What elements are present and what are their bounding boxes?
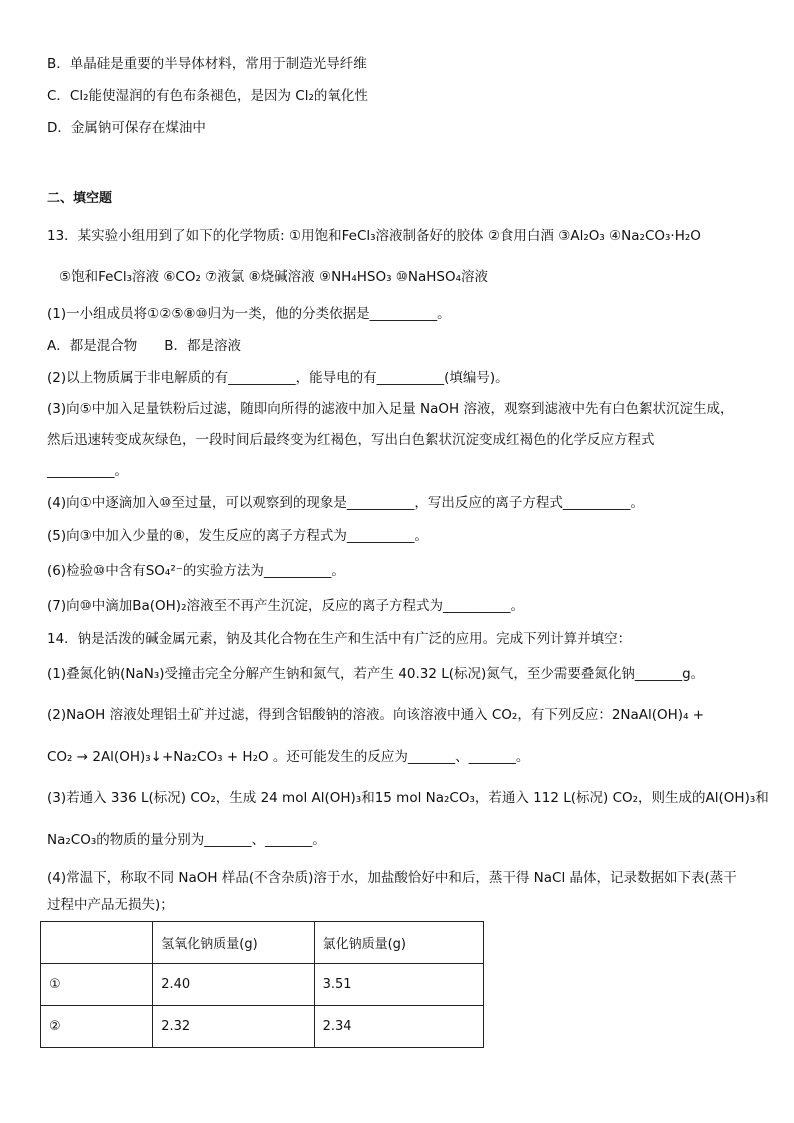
table-cell: ①	[41, 964, 153, 1006]
q13-part7: (7)向⑩中滴加Ba(OH)₂溶液至不再产生沉淀，反应的离子方程式为__________。	[47, 598, 524, 614]
data-table	[40, 921, 484, 1048]
q13-part3-line1: (3)向⑤中加入足量铁粉后过滤，随即向所得的滤液中加入足量 NaOH 溶液，观察到滤液中先有白色絮状沉淀生成，	[47, 401, 734, 417]
table-row	[41, 1006, 484, 1048]
q13-substances: ⑤饱和FeCl₃溶液 ⑥CO₂ ⑦液氯 ⑧烧碱溶液 ⑨NH₄HSO₃ ⑩NaHSO₄溶液	[59, 269, 489, 285]
q13-part3-line2: 然后迅速转变成灰绿色，一段时间后最终变为红褐色，写出白色絮状沉淀变成红褐色的化学反应方程式	[47, 432, 655, 448]
q14-part4-line1: (4)常温下，称取不同 NaOH 样品(不含杂质)溶于水，加盐酸恰好中和后，蒸干得 NaCl 晶体，记录数据如下表(蒸干	[47, 870, 737, 886]
q14-part2-line2: CO₂ → 2Al(OH)₃↓+Na₂CO₃ + H₂O 。还可能发生的反应为_______、_______。	[47, 749, 530, 765]
option-b: B．单晶硅是重要的半导体材料，常用于制造光导纤维	[47, 56, 367, 72]
q13-stem: 13．某实验小组用到了如下的化学物质: ①用饱和FeCl₃溶液制备好的胶体 ②食用白酒 ③Al₂O₃ ④Na₂CO₃·H₂O	[47, 228, 701, 244]
q14-part2-line1: (2)NaOH 溶液处理铝土矿并过滤，得到含铝酸钠的溶液。向该溶液中通入 CO₂，有下列反应：2NaAl(OH)₄ +	[47, 707, 705, 723]
option-d: D．金属钠可保存在煤油中	[47, 120, 206, 136]
table-cell: 3.51	[314, 964, 483, 1006]
q13-part1: (1)一小组成员将①②⑤⑧⑩归为一类，他的分类依据是__________。	[47, 306, 451, 322]
q13-part4: (4)向①中逐滴加入⑩至过量，可以观察到的现象是__________，写出反应的离子方程式__________。	[47, 495, 644, 511]
table-cell: 2.32	[153, 1006, 314, 1048]
q13-part6: (6)检验⑩中含有SO₄²⁻的实验方法为__________。	[47, 563, 345, 579]
table-header-cell: 氯化钠质量(g)	[314, 922, 483, 964]
table-cell: ②	[41, 1006, 153, 1048]
q13-part2: (2)以上物质属于非电解质的有__________，能导电的有__________(填编号)。	[47, 370, 509, 386]
q13-part1-options: A．都是混合物 B．都是溶液	[47, 338, 241, 354]
option-c: C．Cl₂能使湿润的有色布条褪色，是因为 Cl₂的氧化性	[47, 88, 368, 104]
table-header-cell: 氢氧化钠质量(g)	[153, 922, 314, 964]
q14-part3-line1: (3)若通入 336 L(标况) CO₂，生成 24 mol Al(OH)₃和15 mol Na₂CO₃，若通入 112 L(标况) CO₂，则生成的Al(OH)₃和	[47, 790, 769, 806]
q13-part5: (5)向③中加入少量的⑧，发生反应的离子方程式为__________。	[47, 528, 428, 544]
table-row	[41, 964, 484, 1006]
table-header-cell	[41, 922, 153, 964]
table-header-row	[41, 922, 484, 964]
q14-stem: 14．钠是活泼的碱金属元素，钠及其化合物在生产和生活中有广泛的应用。完成下列计算并填空：	[47, 631, 632, 647]
table-cell: 2.40	[153, 964, 314, 1006]
section-title: 二、填空题	[47, 191, 113, 206]
table-cell: 2.34	[314, 1006, 483, 1048]
q13-part3-line3: __________。	[47, 463, 128, 479]
q14-part3-line2: Na₂CO₃的物质的量分别为_______、_______。	[47, 832, 326, 848]
q14-part4-line2: 过程中产品无损失)；	[47, 897, 174, 913]
q14-part1: (1)叠氮化钠(NaN₃)受撞击完全分解产生钠和氮气，若产生 40.32 L(标况)氮气，至少需要叠氮化钠_______g。	[47, 666, 705, 682]
